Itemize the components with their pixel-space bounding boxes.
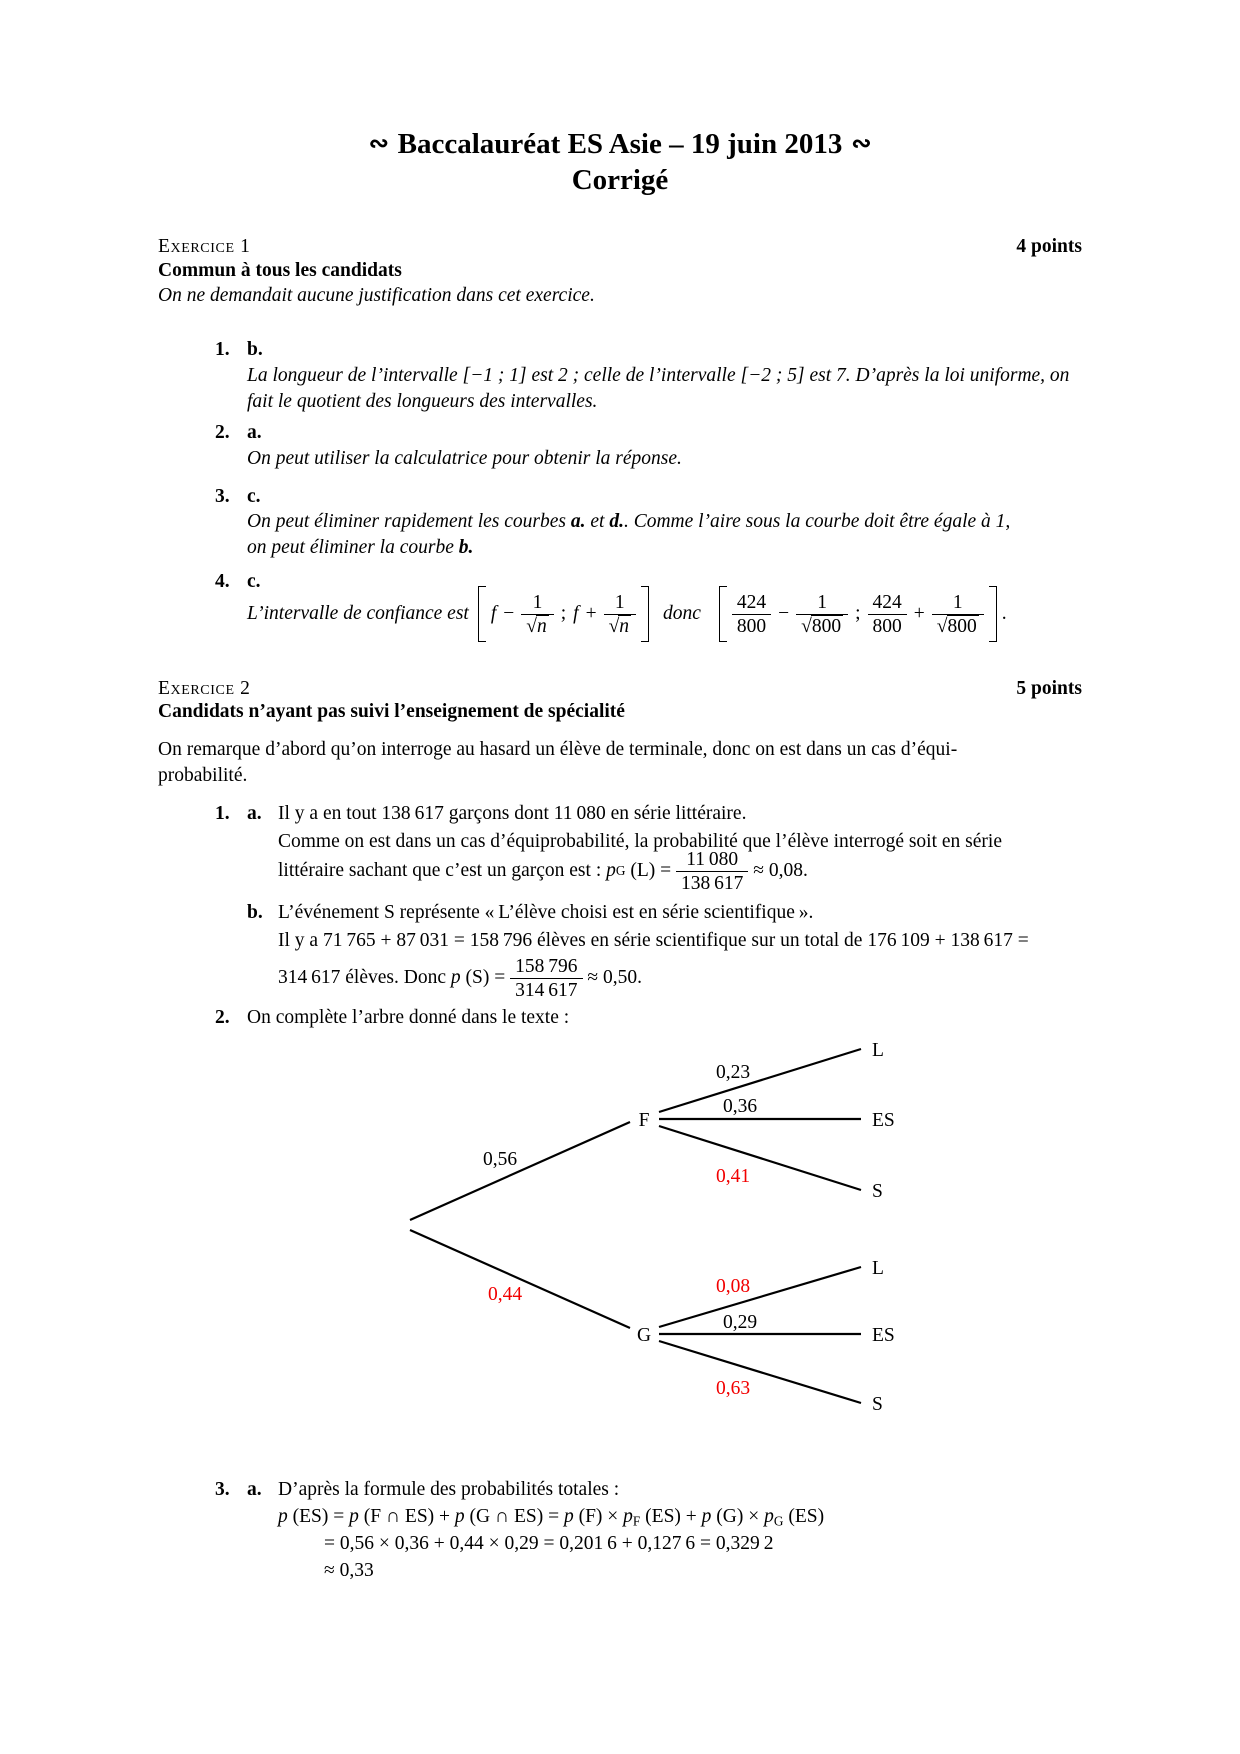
exercise1-heading: Exercice 1 — [158, 236, 251, 257]
fraction-1-over-sqrt-800: $\frac{1}{√800}$ — [796, 591, 848, 638]
ex1-q3-explanation-line2: on peut éliminer la courbe b. — [247, 537, 474, 558]
ex1-q3-number: 3. — [215, 486, 230, 507]
exercise2-intro-line2: probabilité. — [158, 765, 248, 786]
fraction-1-over-sqrt-n: $\frac{1}{√n}$ — [604, 591, 636, 638]
title-text: Baccalauréat ES Asie – 19 juin 2013 — [397, 128, 843, 160]
fraction-424-over-800: $\frac{424}{800}$ — [868, 591, 907, 638]
ex2-q3-letter: a. — [247, 1479, 262, 1500]
ex2-q1b-probability-formula: 314 617 élèves. Donc p (S) = $\frac{158 796}{314 617}$ ≈ 0,50. — [278, 955, 642, 1001]
ex2-q1b-line1: L’événement S représente « L’élève choisi est en série scientifique ». — [278, 902, 814, 923]
exercise1-note: On ne demandait aucune justification dans cet exercice. — [158, 285, 595, 306]
ex2-q3-formula-line3: ≈ 0,33 — [324, 1560, 374, 1581]
tree-leaf-G-S: S — [872, 1394, 883, 1415]
fraction-424-over-800: $\frac{424}{800}$ — [732, 591, 771, 638]
ex2-q3-formula-line1: p (ES) = p (F ∩ ES) + p (G ∩ ES) = p (F) × pF (ES) + p (G) × pG (ES) — [278, 1506, 825, 1529]
ex2-q1b-letter: b. — [247, 902, 263, 923]
ex1-q1-number: 1. — [215, 339, 230, 360]
tree-prob-F-ES: 0,36 — [722, 1096, 758, 1117]
ex1-q2-explanation: On peut utiliser la calculatrice pour obtenir la réponse. — [247, 448, 682, 469]
exercise1-points: 4 points — [1016, 236, 1082, 257]
ex1-q3-answer: c. — [247, 486, 261, 507]
tree-leaf-F-S: S — [872, 1181, 883, 1202]
ex1-q2-number: 2. — [215, 422, 230, 443]
fraction-158796-over-314617: $\frac{158 796}{314 617}$ — [510, 955, 582, 1002]
ex2-q3-number: 3. — [215, 1479, 230, 1500]
ex2-q3-formula-line2: = 0,56 × 0,36 + 0,44 × 0,29 = 0,201 6 + 0,127 6 = 0,329 2 — [324, 1533, 774, 1554]
ex2-q1a-number: 1. — [215, 803, 230, 824]
ex2-q2-text: On complète l’arbre donné dans le texte : — [247, 1007, 570, 1028]
exercise2-intro-line1: On remarque d’abord qu’on interroge au hasard un élève de terminale, donc on est dans un cas d’équi- — [158, 739, 958, 760]
ex1-q3-explanation-line1: On peut éliminer rapidement les courbes a. et d.. Comme l’aire sous la courbe doit être égale à 1, — [247, 511, 1011, 532]
tree-branch-lines — [410, 1049, 861, 1403]
ex1-q1-answer: b. — [247, 339, 263, 360]
tree-prob-root-F: 0,56 — [482, 1149, 518, 1170]
ex1-q2-answer: a. — [247, 422, 262, 443]
ex2-q1a-letter: a. — [247, 803, 262, 824]
tree-node-G: G — [636, 1325, 652, 1346]
tree-prob-G-ES: 0,29 — [722, 1312, 758, 1333]
tree-leaf-G-L: L — [872, 1258, 884, 1279]
tree-prob-root-G: 0,44 — [487, 1284, 523, 1305]
exercise2-points: 5 points — [1016, 678, 1082, 699]
ex1-q4-confidence-interval-formula: L’intervalle de confiance est f − $\frac{1}{√n}$ ; f + $\frac{1}{√n}$ donc $\frac{424}{800}$ − $\frac{1}{√800}$ ; $\frac{424}{800}$ + $\frac{1}{√800}$ . — [247, 586, 1007, 642]
ex2-q1a-probability-formula: littéraire sachant que c’est un garçon est : p G (L) = $\frac{11 080}{138 617}$ ≈ 0,08. — [278, 848, 808, 894]
fraction-11080-over-138617: $\frac{11 080}{138 617}$ — [676, 848, 748, 895]
tree-prob-G-L: 0,08 — [715, 1276, 751, 1297]
ex1-q1-explanation-line1: La longueur de l’intervalle [−1 ; 1] est 2 ; celle de l’intervalle [−2 ; 5] est 7. D’après la loi uniforme, on — [247, 365, 1070, 386]
ex2-q1a-line1: Il y a en tout 138 617 garçons dont 11 080 en série littéraire. — [278, 803, 747, 824]
ex1-q4-number: 4. — [215, 571, 230, 592]
tree-prob-F-S: 0,41 — [715, 1166, 751, 1187]
fraction-1-over-sqrt-800: $\frac{1}{√800}$ — [932, 591, 984, 638]
ornament-left-icon: ∾ — [368, 131, 389, 157]
ex1-q1-explanation-line2: fait le quotient des longueurs des intervalles. — [247, 391, 598, 412]
ex2-q1b-line2: Il y a 71 765 + 87 031 = 158 796 élèves en série scientifique sur un total de 176 109 + 138 617 = — [278, 930, 1029, 951]
exercise2-subheading: Candidats n’ayant pas suivi l’enseignement de spécialité — [158, 701, 625, 722]
ex2-q2-number: 2. — [215, 1007, 230, 1028]
ex2-q3-intro: D’après la formule des probabilités totales : — [278, 1479, 620, 1500]
exercise2-heading: Exercice 2 — [158, 678, 251, 699]
tree-leaf-G-ES: ES — [872, 1325, 895, 1346]
formula-intro: L’intervalle de confiance est — [247, 603, 469, 624]
tree-prob-G-S: 0,63 — [715, 1378, 751, 1399]
exercise1-subheading: Commun à tous les candidats — [158, 260, 402, 281]
tree-leaf-F-ES: ES — [872, 1110, 895, 1131]
ex1-q4-answer: c. — [247, 571, 261, 592]
tree-prob-F-L: 0,23 — [715, 1062, 751, 1083]
ornament-right-icon: ∾ — [851, 131, 872, 157]
ex2-q1a-line2: Comme on est dans un cas d’équiprobabilité, la probabilité que l’élève interrogé soit en série — [278, 831, 1002, 852]
document-subtitle: Corrigé — [571, 164, 669, 196]
tree-node-F: F — [638, 1110, 650, 1131]
tree-leaf-F-L: L — [872, 1040, 884, 1061]
fraction-1-over-sqrt-n: $\frac{1}{√n}$ — [521, 591, 553, 638]
